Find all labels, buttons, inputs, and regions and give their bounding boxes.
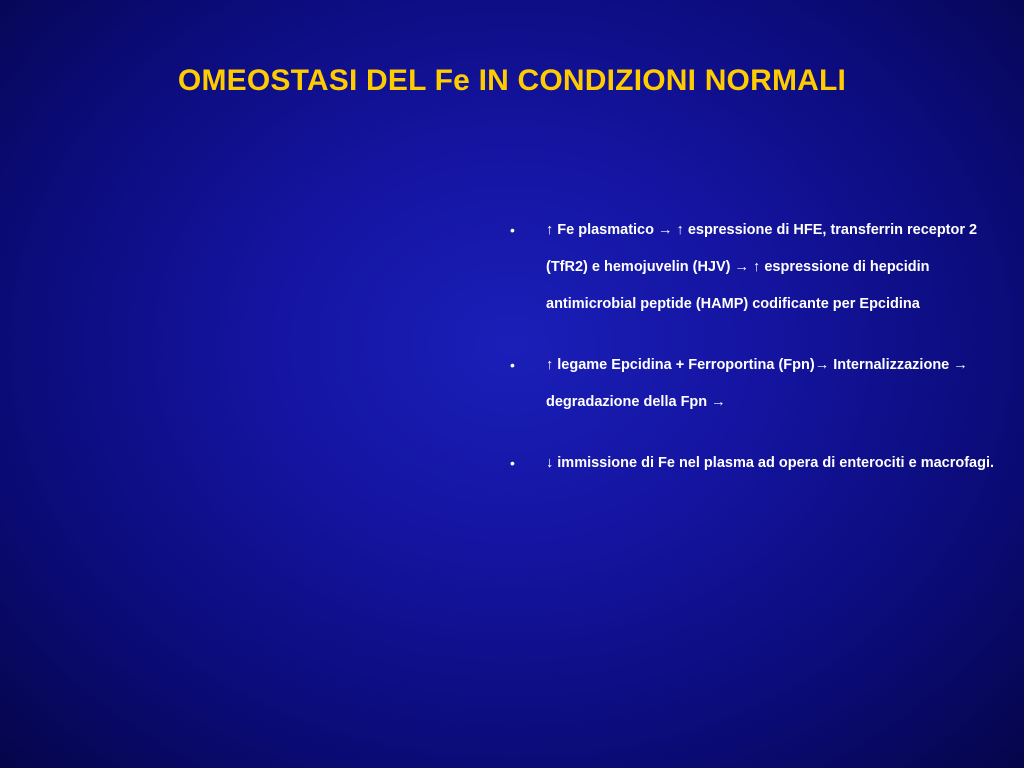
bullet-marker: • xyxy=(510,357,515,373)
bullet-list xyxy=(510,212,1016,506)
bullet-marker: • xyxy=(510,455,515,471)
slide-title: OMEOSTASI DEL Fe IN CONDIZIONI NORMALI xyxy=(177,64,847,97)
bullet-text: ↑ legame Epcidina + Ferroportina (Fpn)→ Internalizzazione → degradazione della Fpn → xyxy=(546,357,968,410)
bullet-item xyxy=(510,445,1016,482)
bullet-text: ↓ immissione di Fe nel plasma ad opera di enterociti e macrofagi. xyxy=(546,455,995,471)
bullet-marker: • xyxy=(510,222,515,238)
bullet-text: ↑ Fe plasmatico → ↑ espressione di HFE, transferrin receptor 2 (TfR2) e hemojuvelin (HJV) → ↑ espressione di hepcidin antimicrobial peptide (HAMP) codificante per Epcidina xyxy=(546,222,978,312)
bullet-item xyxy=(510,212,1016,323)
bullet-item xyxy=(510,347,1016,421)
